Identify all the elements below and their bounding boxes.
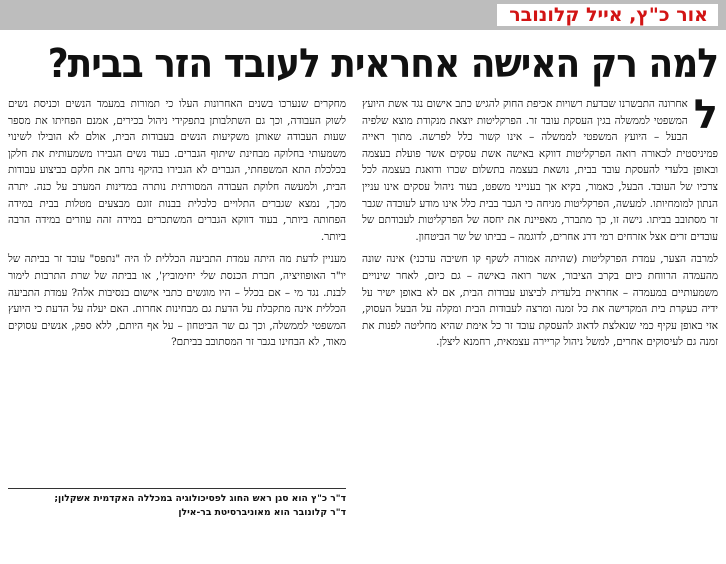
paragraph: מחקרים שנערכו בשנים האחרונות העלו כי תמורות במעמד הנשים וכניסת נשים לשוק העבודה, וכך גם השתלבותן בתפקידי ניהול בכירים, אמנם הפחיתו את מספר שעות העבודה שאותן משקיעות הנשים בעבודות הבית, אולם לא הובילו לשינוי משמעותי בחלוקה מבחינת שיתוף הגברים. בעוד נשים הגבירו משמעותית את חלקן בכלכלת התא המשפחתי, הגברים לא הגבירו בהיקף נרחב את חלקם בביצוע עבודות הבית, ולמעשה חלוקת העבודה המסורתית נותרה במדינות המערב על כנה. יתרה מכך, נמצא שגברים התלויים כלכלית בבנות זוגם מבצעים מטלות בבית במידה הפחותה ביותר, בעוד דווקא הגברים המשתכרים במידה זהה עוזרים במידה הרבה ביותר. <box>8 98 346 243</box>
left-column <box>8 96 346 357</box>
right-column <box>362 92 718 357</box>
credit-line: ד"ר כ"ץ הוא סגן ראש החוג לפסיכולוגיה במכללה האקדמית אשקלון; <box>54 493 346 504</box>
paragraph: למרבה הצער, עמדת הפרקליטות (שהיתה אמורה לשקף קו חשיבה עדכני) אינה שונה מהעמדה הרווחת כיום בקרב הציבור, אשר רואה באישה – גם כיום, לאחר שינויים משמעותיים במעמדה – אחראית בלעדית לביצוע עבודות הבית, אם לא באופן ישיר על ידיה כעקרת בית המקדישה את כל זמנה ומרצה לעבודות הבית ומקלה על הבעל העסוק, אזי באופן עקיף כמי שנאלצת לדאוג להעסקת עובד זר כל אימת שהיא מחליטה לפנות את זמנה גם לעיסוקים אחרים, למשל ניהול קריירה עצמאית, רחמנא ליצלן. <box>362 253 718 349</box>
author-byline: אור כ"ץ, אייל קלונובר <box>509 4 708 26</box>
drop-cap: ל <box>693 92 718 138</box>
author-credits <box>8 492 346 520</box>
credit-line: ד"ר קלונובר הוא מאוניברסיטת בר-אילן <box>178 507 346 518</box>
paragraph-text: אחרונה התבשרנו שבדעת רשויות אכיפת החוק להגיש כתב אישום נגד אשת היועץ המשפטי לממשלה בגין העסקת עובד זר. הפרקליטות יוצאת מנקודת מוצא שלפיה הבעל – היועץ המשפטי לממשלה – אינו קשור כלל לפרשה. מתוך ראייה פמיניסטית לכאורה רואה הפרקליטות דווקא באישה אשת עסקים אשר פועלת בעצמה ובאופן בלעדי להעסקת עובד בבית, נושאת בעצמה בתשלום שכרו ודואגת בעצמה לכל צרכיו של העובד. הבעל, כאמור, בקיא אך בענייני משפט, בעוד ניהול עסקים אינו עניין הנתון למומחיותו. למעשה, הפרקליטות מניחה כי הגבר בבית כלל אינו מודע לעובדה שגבר זר מסתובב בביתו. גישה זו, כך מתברר, מאפיינת את יחסה של הפרקליטות לעבודתם של עובדים זרים אצל אזרחים רמי דרג אחרים, לדוגמה – בביתו של שר הביטחון. <box>362 98 718 243</box>
article-headline: למה רק האישה אחראית לעובד הזר בבית? <box>47 41 718 87</box>
credits-divider <box>8 488 346 489</box>
paragraph <box>362 92 718 245</box>
paragraph: מעניין לדעת מה היתה עמדת התביעה הכללית לו היה "נתפס" עובד זר בביתה של יו"ר האופוזיציה, חברת הכנסת שלי יחימוביץ', או בביתה של שרת התרבות לימור לבנת. נגד מי – אם בכלל – היו מוגשים כתבי אישום בנסיבות אלה? עמדת התביעה הכללית אינה מתקבלת על הדעת גם מבחינות אחרות. האם יעלה על הדעת כי היועץ המשפטי לממשלה, וכך גם שר הביטחון – על אף היותם, ללא ספק, אנשים עסוקים מאוד, לא הבחינו בגבר זר המסתובב בביתם? <box>8 253 346 349</box>
author-box <box>497 4 718 26</box>
header-bar <box>0 0 726 30</box>
